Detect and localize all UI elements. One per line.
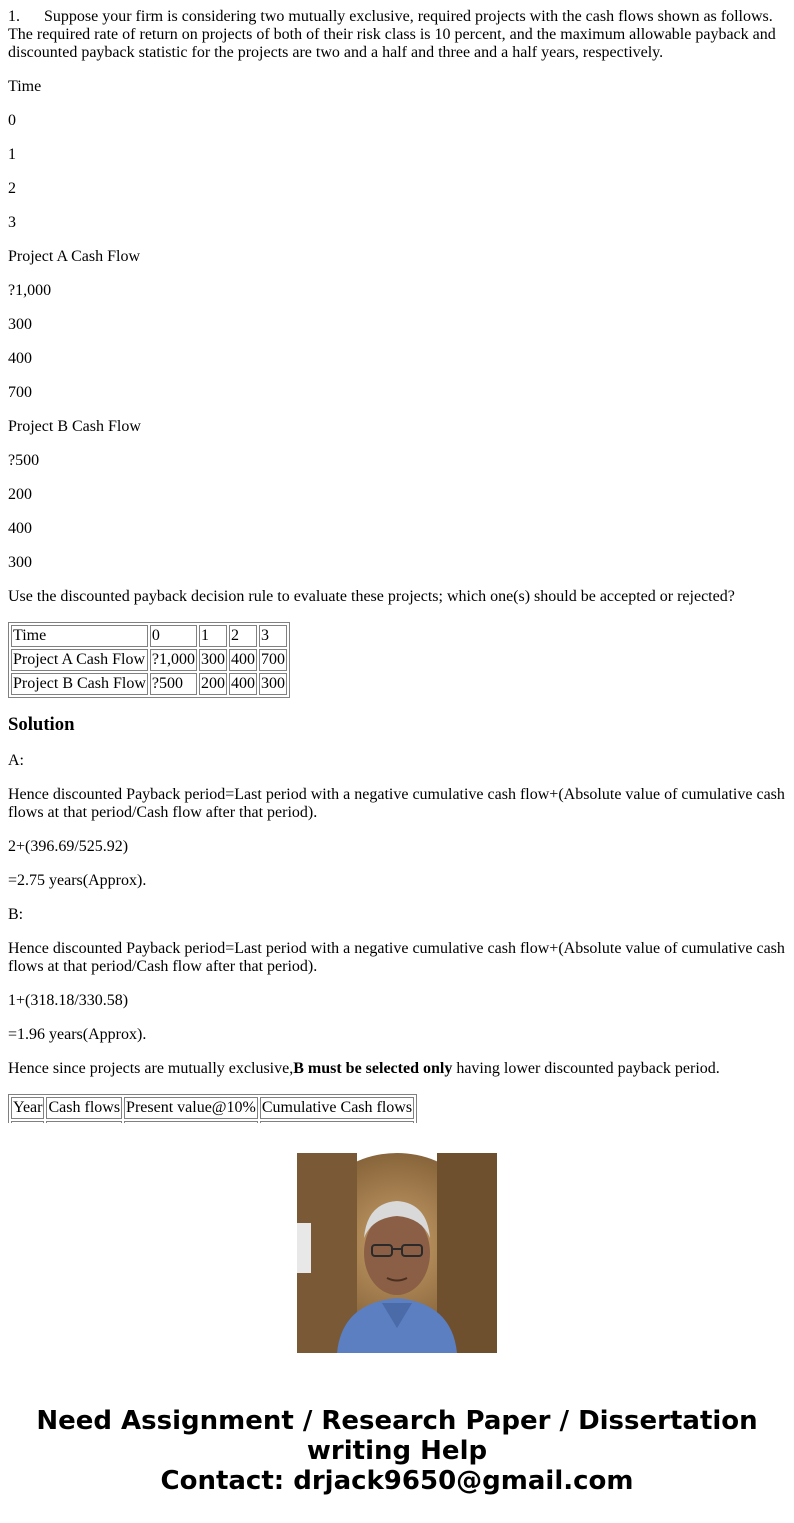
list-item: 300 — [8, 554, 32, 571]
table-cell: 400 — [229, 649, 257, 671]
list-item: 300 — [8, 316, 32, 333]
table-cell: ?1,000 — [150, 649, 197, 671]
cash-flow-table — [8, 622, 290, 698]
solution-a-label: A: — [8, 752, 24, 769]
table-cell: ?500 — [150, 673, 197, 695]
question-number: 1. — [8, 8, 20, 25]
list-item: ?500 — [8, 452, 40, 469]
table-cell: Cumulative Cash flows — [260, 1097, 414, 1119]
table-cell: 300 — [199, 649, 227, 671]
document-body — [8, 8, 788, 1123]
question-body: Suppose your firm is considering two mutually exclusive, required projects with the cash flows shown as follows. The required rate of return on projects of both of their risk class is 10 percent, and the maximum allowable payback and discounted payback statistic for the projects are two and a half and three and a half years, respectively. — [8, 8, 776, 61]
question-list — [8, 78, 788, 572]
list-item: 1 — [8, 146, 16, 163]
table-cell: 300 — [259, 673, 287, 695]
list-item: 400 — [8, 520, 32, 537]
table-cell: 700 — [259, 649, 287, 671]
discount-table-clip — [8, 1094, 788, 1123]
table-row — [11, 1097, 414, 1119]
solution-a-rule: Hence discounted Payback period=Last period with a negative cumulative cash flow+(Absolute value of cumulative cash flows at that period/Cash flow after that period). — [8, 786, 785, 821]
solution-a-calc: 2+(396.69/525.92) — [8, 838, 129, 855]
solution-a-result: =2.75 years(Approx). — [8, 872, 147, 889]
table-cell: Cash flows — [46, 1097, 122, 1119]
avatar-portrait-icon — [297, 1153, 497, 1353]
list-item: 3 — [8, 214, 16, 231]
solution-b-result: =1.96 years(Approx). — [8, 1026, 147, 1043]
table-cell: 2 — [229, 625, 257, 647]
table-cell: Year — [11, 1097, 44, 1119]
table-cell: Present value@10% — [124, 1097, 258, 1119]
solution-conclusion: Hence since projects are mutually exclusive,B must be selected only having lower discounted payback period. — [8, 1060, 720, 1077]
table-row — [11, 649, 287, 671]
table-cell: 0 — [150, 625, 197, 647]
promo-text — [0, 1406, 794, 1496]
promo-line: Need Assignment / Research Paper / Dissertation — [36, 1406, 758, 1436]
list-item: 700 — [8, 384, 32, 401]
avatar — [297, 1153, 497, 1353]
list-item: 0 — [8, 112, 16, 129]
list-item: Project A Cash Flow — [8, 248, 141, 265]
question-text — [8, 8, 788, 62]
list-item: ?1,000 — [8, 282, 52, 299]
promo-overlay — [0, 1123, 794, 1523]
list-item: 400 — [8, 350, 32, 367]
table-cell: Project A Cash Flow — [11, 649, 148, 671]
selected-project: B must be selected only — [293, 1060, 453, 1077]
solution-b-label: B: — [8, 906, 24, 923]
table-cell: 3 — [259, 625, 287, 647]
promo-contact: Contact: drjack9650@gmail.com — [160, 1466, 634, 1496]
table-cell: 400 — [229, 673, 257, 695]
solution-b-calc: 1+(318.18/330.58) — [8, 992, 129, 1009]
list-item: 200 — [8, 486, 32, 503]
table-cell: Time — [11, 625, 148, 647]
table-row — [11, 625, 287, 647]
table-cell: 200 — [199, 673, 227, 695]
solution-b-rule: Hence discounted Payback period=Last period with a negative cumulative cash flow+(Absolute value of cumulative cash flows at that period/Cash flow after that period). — [8, 940, 785, 975]
solution-heading: Solution — [8, 714, 75, 735]
list-item: 2 — [8, 180, 16, 197]
table-cell: 1 — [199, 625, 227, 647]
table-cell: Project B Cash Flow — [11, 673, 148, 695]
list-item: Project B Cash Flow — [8, 418, 141, 435]
promo-line: writing Help — [306, 1436, 488, 1466]
question-ask: Use the discounted payback decision rule to evaluate these projects; which one(s) should be accepted or rejected? — [8, 588, 735, 605]
list-item: Time — [8, 78, 42, 95]
table-row — [11, 673, 287, 695]
